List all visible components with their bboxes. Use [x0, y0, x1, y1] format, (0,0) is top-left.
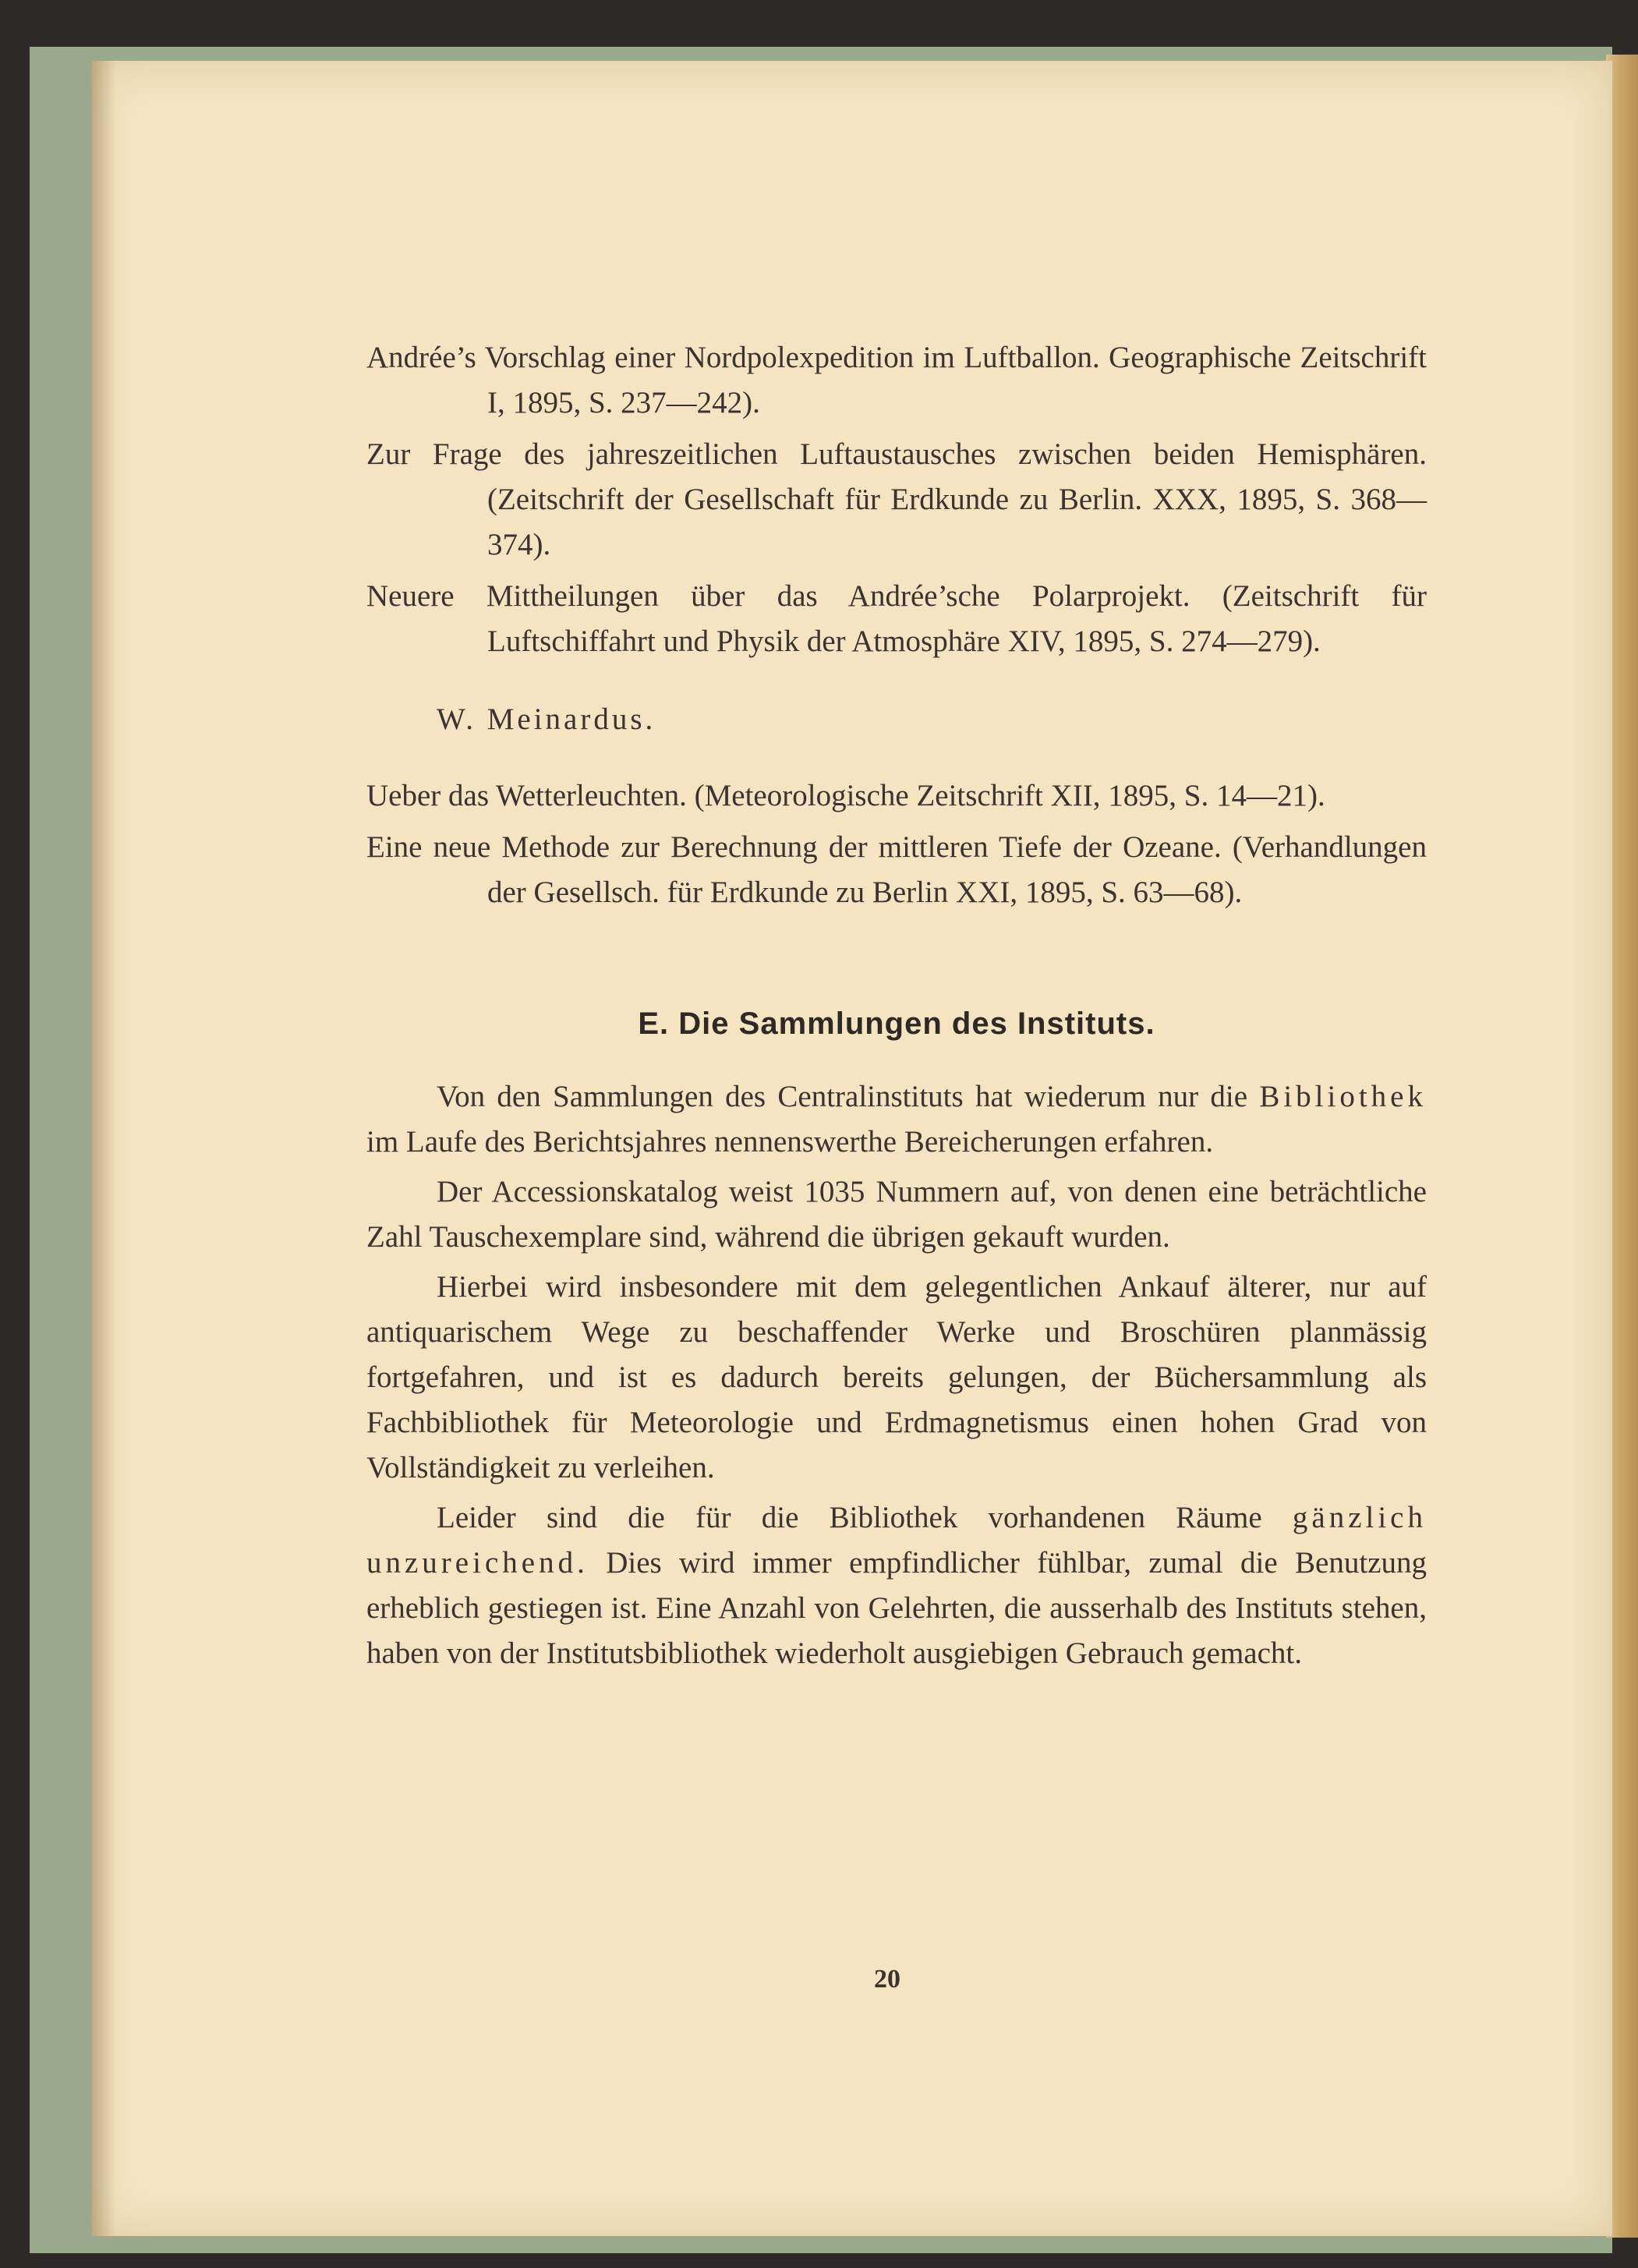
- page-gutter: [92, 61, 115, 2236]
- emphasized-text: gänzlich unzureichend.: [366, 1501, 1427, 1580]
- paragraph-text: Leider sind die für die Bibliothek vorhandenen Räume: [437, 1501, 1262, 1534]
- paragraph: [366, 1074, 1427, 1165]
- bib-entry: Neuere Mittheilungen über das Andrée’sche Polarprojekt. (Zeitschrift für Luftschiffahrt und Physik der Atmosphäre XIV, 1895, S. 274—279).: [366, 579, 1427, 658]
- bib-entry: Eine neue Methode zur Berechnung der mittleren Tiefe der Ozeane. (Verhandlungen der Gesellsch. für Erdkunde zu Berlin XXI, 1895, S. 63—68).: [366, 830, 1427, 909]
- page-text: [366, 335, 1427, 1681]
- paragraph: Der Accessionskatalog weist 1035 Nummern auf, von denen eine beträchtliche Zahl Tauschexemplare sind, während die übrigen gekauft wurden.: [366, 1175, 1427, 1254]
- paragraph-text: Dies wird immer empfindlicher fühlbar, zumal die Benutzung erheblich gestiegen ist. Eine Anzahl von Gelehrten, die ausserhalb des Instituts stehen, haben von der Institutsbibliothek wiederholt ausgiebigen Gebrauch gemacht.: [366, 1546, 1427, 1670]
- paragraph: Hierbei wird insbesondere mit dem gelegentlichen Ankauf älterer, nur auf antiquarischem Wege zu beschaffender Werke und Broschüren planmässig fortgefahren, und ist es dadurch bereits gelungen, der Büchersammlung als Fachbibliothek für Meteorologie und Erdmagnetismus einen hohen Grad von Vollständigkeit zu verleihen.: [366, 1270, 1427, 1484]
- bib-entry: Ueber das Wetterleuchten. (Meteorologische Zeitschrift XII, 1895, S. 14—21).: [366, 779, 1325, 812]
- paragraph-text: Von den Sammlungen des Centralinstituts hat wiederum nur die: [437, 1080, 1248, 1113]
- page-number: 20: [874, 1965, 900, 1994]
- emphasized-text: Bibliothek: [1259, 1080, 1427, 1113]
- bib-entry: Andrée’s Vorschlag einer Nordpolexpedition im Luftballon. Geographische Zeitschrift I, 1895, S. 237—242).: [366, 341, 1427, 419]
- section-heading: E. Die Sammlungen des Instituts.: [638, 1007, 1155, 1041]
- bib-entry: Zur Frage des jahreszeitlichen Luftaustausches zwischen beiden Hemisphären. (Zeitschrift der Gesellschaft für Erdkunde zu Berlin. XXX, 1895, S. 368—374).: [366, 437, 1427, 561]
- author-name: W. Meinardus.: [437, 702, 656, 736]
- paragraph-text: im Laufe des Berichtsjahres nennenswerthe Bereicherungen erfahren.: [366, 1125, 1214, 1159]
- paragraph: [366, 1495, 1427, 1676]
